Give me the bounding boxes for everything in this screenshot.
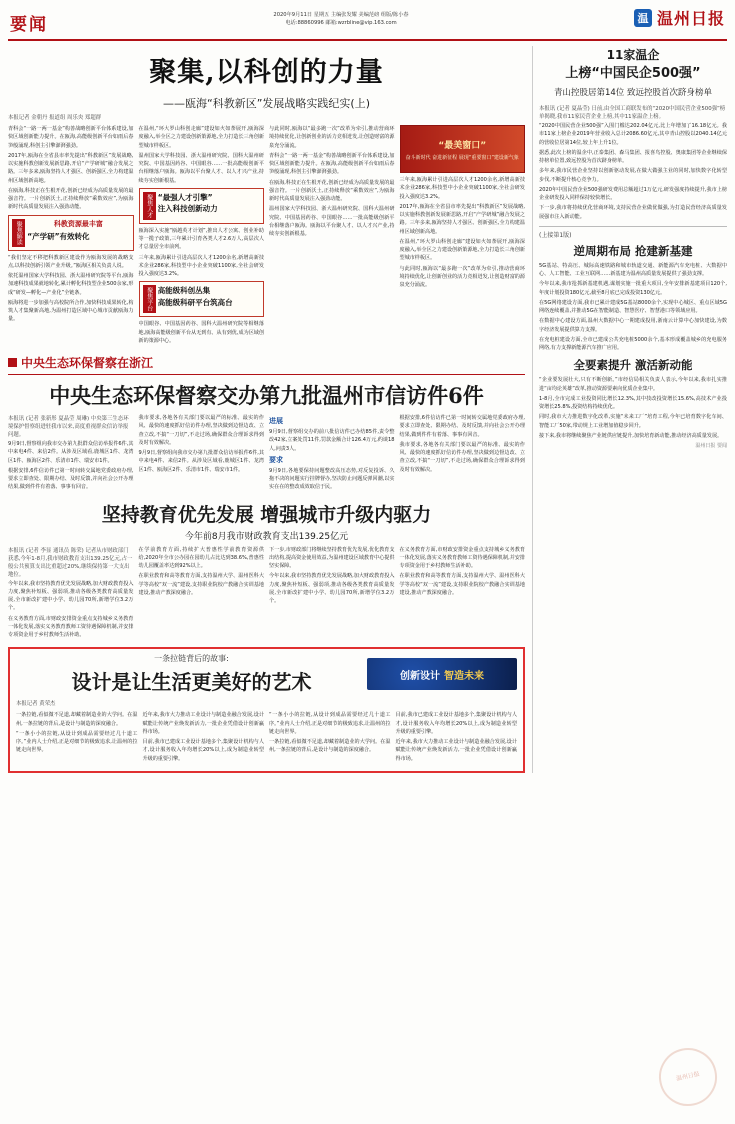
contact-info: 电话:88860996 邮箱:wzrbline@vip.163.com: [285, 20, 397, 27]
paragraph: 2017年,瓯海在全省县市率先提出“科教新区”发展战略,以实施科教创新发展新思路,开启“产学研城”融合发展之路。三年多来,瓯海坚持人才强区、创新强区,全力构建温州区域创新高地。: [399, 203, 525, 235]
issue-date: 2020年9月11日 星期五 主编张发耀 美编范磅 组版/陈小春: [273, 12, 409, 18]
paragraph: 我市要求,各地各有关部门要以最严的标准、最实的作风、最快的速度抓好信访件办理,坚决做到边督边改、立查立改,不搞“一刀切”,不走过场,确保群众合理诉求得到及时有效解决。: [399, 441, 525, 473]
masthead: [8, 0, 727, 41]
paragraph: 同时,我市大力推进数字化改革,实施“未来工厂”培育工程,今年已培育数字化车间、智能工厂50家,带动规上工业增加值稳步回升。: [539, 414, 727, 429]
paragraph: 瓯海深入实施“瓯越英才计划”,推出人才公寓、创业补助等一揽子政策,三年累计引育各类人才2.6万人,高层次人才总量居全市前列。: [138, 227, 264, 251]
paragraph: 在5G网络建设方面,我市已累计建成5G基站8000余个,实现中心城区、重点区域5G网络连续覆盖,并推动5G在智能制造、智慧医疗、智慧港口等领域应用。: [539, 299, 727, 315]
paragraph: 今年以来,我市坚持教育优先发展战略,加大财政教育投入力度,聚焦补短板、强弱项,推动各级各类教育高质量发展,全市新改扩建中小学、幼儿园70所,新增学位3.2万个。: [8, 580, 134, 612]
banner-title: “最美窗口”: [438, 140, 487, 151]
promo-article: [16, 711, 517, 765]
feature-promo-box[interactable]: [8, 647, 525, 773]
box-tag: 聚焦人才: [143, 192, 156, 220]
lead-note-2: [139, 227, 265, 279]
paragraph: 5G基站、特高压、城际高速铁路和城市轨道交通、新能源汽车充电桩、大数据中心、人工智能、工业互联网……新基建为温州高质量发展提供了强劲支撑。: [539, 262, 727, 278]
paragraph: 2017年,瓯海在全省县市率先提出“科教新区”发展战略,以实施科教创新发展新思路,开启“产学研城”融合发展之路。三年多来,瓯海坚持人才强区、创新强区,全力构建温州区域创新高地。: [8, 152, 134, 184]
section-title: 中央生态环保督察在浙江: [21, 356, 154, 370]
paragraph: 下一步,市财政部门将继续坚持教育优先发展,优化教育支出结构,提高资金使用效益,为温州建设区域教育中心提供坚实保障。: [269, 546, 395, 569]
lead-byline: 本报记者 金朝丹 报道组 周乐央 郑超群: [8, 115, 102, 121]
promo-badge[interactable]: [367, 658, 517, 690]
masthead-info: [273, 6, 408, 27]
box-title: 科教资源最丰富: [53, 219, 103, 228]
paragraph: 温州国家大学科技园、浙大温州研究院、国科大温州研究院、中国基因药谷、中国眼谷……一批高能级创新平台相继落户瓯海。瓯海以平台聚人才、以人才兴产业,持续夯实创新根基。: [269, 206, 395, 237]
paragraph: 一条拉链,看似微不足道,却藏着制造业的大学问。在温州,一条拉链的背后,是设计与制造的深度融合。: [16, 712, 138, 727]
lead-article: [8, 125, 525, 347]
sidebar-top-body: [539, 122, 727, 221]
inspection-headline: 中央生态环保督察交办第九批温州市信访件6件: [49, 383, 484, 408]
lead-col-1: [8, 125, 134, 212]
box-title: “最强人才引擎”: [157, 192, 213, 202]
paragraph: 9月9日,督察组向我市交办第九批群众信访举报件6件,其中来电4件、来信2件。从涉及区域看,鹿城区1件、龙湾区1件、瓯海区2件、乐清市1件、瑞安市1件。: [138, 450, 264, 473]
paragraph: 目前,我市已建成工业设计基地多个,集聚设计机构与人才,设计服务收入年均增长20%以上,成为制造业转型升级的重要引擎。: [142, 739, 264, 762]
lead-col-3: [269, 125, 395, 238]
paragraph: 下一步,我市将持续优化营商环境,支持民营企业做优做强,为打造民营经济高质量发展强市注入新动能。: [539, 205, 727, 220]
box-tag: 聚焦解读: [12, 219, 25, 247]
lead-note-3: [139, 320, 265, 345]
paragraph: 2020年中国民营企业500强研发费用总额超过1万亿元,研发强度持续提升,我市上榜企业研发投入同样保持较快增长。: [539, 186, 727, 202]
sidebar-bottom-subhead: 全要素提升 激活新动能: [573, 358, 693, 373]
promo-byline: 本报记者 黄荣杰: [16, 701, 56, 708]
box-title: 高能级科创丛集: [157, 286, 211, 296]
paragraph: “一条小小的拉链,从设计到成品需要经过几十道工序。”业内人士介绍,正是对细节的极致追求,让温州的拉链走向世界。: [16, 730, 138, 754]
education-article: [8, 546, 525, 642]
sidebar-headline-2: 上榜“中国民企500强”: [565, 66, 701, 81]
paragraph: 根据安排,6件信访件已第一时间转交属地党委政府办理,要求立即查处、限期办结、及时反馈,并向社会公开办理结果,做到件件有着落、事事有回音。: [8, 467, 134, 491]
sidebar-bottom-article: [539, 226, 727, 440]
inspection-byline: 本报讯 (记者 张新彤 夏晶莹 周琳) 中央第三生态环境保护督察组进驻我市以来,高度重视群众信访举报问题。: [8, 416, 129, 438]
sidebar-byline: 本报讯 (记者 夏晶莹) 日前,由全国工商联发布的“2020中国民营企业500强”榜单揭晓,我市11家民营企业上榜,其中11家温企上榜。: [539, 106, 726, 121]
paragraph: 瓯海将进一步加强与高校院所合作,加快科技成果转化,构筑人才集聚新高地,为温州打造区域中心城市贡献瓯海力量。: [8, 299, 134, 323]
paragraph: 在义务教育方面,市财政安排资金重点支持城乡义务教育一体化发展,落实义务教育教师工资待遇保障机制,并安排专项资金用于乡村教师生活补助。: [8, 615, 134, 638]
box-tag: 聚焦平台: [143, 285, 156, 313]
paragraph: 今年以来,我市坚持教育优先发展战略,加大财政教育投入力度,聚焦补短板、强弱项,推动各级各类教育高质量发展,全市新改扩建中小学、幼儿园70所,新增学位3.2万个。: [269, 573, 395, 604]
paragraph: 1-8月,全市完成工业投资同比增长12.3%,其中技改投资增长15.6%,高技术产业投资增长25.8%,投资结构持续优化。: [539, 395, 727, 411]
paragraph: 近年来,我市大力推动工业设计与制造业融合发展,设计赋能让传统产业焕发新活力,一批企业凭借设计创新赢得市场。: [142, 712, 264, 735]
paragraph: 接下来,我市将继续聚焦产业链供应链提升,加快培育新动能,推动经济高质量发展。: [539, 432, 723, 439]
sidebar-column: [532, 46, 727, 773]
paragraph: 在职业教育和高等教育方面,支持温州大学、温州医科大学等高校“双一流”建设,支持职业院校产教融合实训基地建设,推动产教深度融合。: [399, 573, 525, 596]
paragraph: 今年以来,我市抢抓新基建机遇,谋划实施一批重大项目,全年安排新基建项目120个,年度计划投资180亿元,截至8月底已完成投资130亿元。: [539, 281, 727, 296]
paragraph: 根据安排,6件信访件已第一时间转交属地党委政府办理,要求立即查处、限期办结、及时反馈,并向社会公开办理结果,做到件件有着落、事事有回音。: [399, 415, 525, 438]
subblock-title: 要求: [269, 455, 283, 464]
paragraph: 多年来,我市民营企业坚持以创新驱动发展,在做大做强主业的同时,加快数字化转型步伐,不断提升核心竞争力。: [539, 168, 727, 183]
lead-col-4: [400, 176, 526, 289]
divider: [8, 374, 525, 375]
sidebar-headline-3: 青山控股居第14位 致远控股首次跻身榜单: [553, 87, 713, 98]
banner-subtitle: 奋斗新时代 奋进新征程 展现“重要窗口”建设新气象: [405, 154, 519, 161]
paper-title: 温州日报: [656, 9, 725, 28]
paragraph: “一条小小的拉链,从设计到成品需要经过几十道工序。”业内人士介绍,正是对细节的极致追求,让温州的拉链走向世界。: [269, 712, 391, 735]
box-subtitle: 高能级科研平台筑高台: [157, 297, 233, 307]
paragraph: 在义务教育方面,市财政安排资金重点支持城乡义务教育一体化发展,落实义务教育教师工资待遇保障机制,并安排专项资金用于乡村教师生活补助。: [399, 546, 525, 569]
sidebar-bottom-headline: 逆周期布局 抢建新基建: [573, 243, 693, 258]
paragraph: 三年来,瓯海累计引进高层次人才1200余名,新增高新技术企业286家,科技型中小企业突破1100家,全社会研发投入强度达3.2%。: [138, 254, 264, 277]
paragraph: 在瓯海,科技正在生根开花,创新已经成为高质量发展的最强音符。一片创新沃土,正持续释放“乘数效应”,为瓯海新时代高质量发展注入强劲动能。: [8, 187, 134, 211]
paragraph: 在瓯海,科技正在生根开花,创新已经成为高质量发展的最强音符。一片创新沃土,正持续释放“乘数效应”,为瓯海新时代高质量发展注入强劲动能。: [269, 179, 395, 202]
paragraph: 近年来,我市大力推动工业设计与制造业融合发展,设计赋能让传统产业焕发新活力,一批企业凭借设计创新赢得市场。: [395, 739, 517, 762]
highlight-box-3: [139, 281, 265, 317]
page-footer-note: 温州日报 要闻: [695, 443, 727, 450]
section-label: 要闻: [10, 15, 48, 35]
highlight-box-2: [139, 188, 265, 224]
box-subtitle: “产学研”有效转化: [27, 231, 90, 241]
paper-brand: [634, 6, 725, 29]
education-headline: 坚持教育优先发展 增强城市升级内驱力: [101, 503, 432, 526]
paragraph: 依托温州国家大学科技园、浙大温州研究院等平台,瓯海加速科技成果就地转化,累计孵化科技型企业500余家,形成“研发—孵化—产业化”全链条。: [8, 273, 134, 296]
paragraph: 青科会“一路一两一基金”构善战略创新平台体系建设,加快区域创新能力提升。在瓯海,高能级创新平台如雨后春笋般涌现,科创主引擎澎湃强劲。: [269, 152, 395, 176]
paragraph: 在充电桩建设方面,全市已建成公共充电桩5000余个,基本形成覆盖城乡的充电服务网络,有力支撑新能源汽车推广应用。: [539, 336, 727, 352]
lead-headline-block: [8, 46, 525, 113]
paragraph: 在职业教育和高等教育方面,支持温州大学、温州医科大学等高校“双一流”建设,支持职业院校产教融合实训基地建设,推动产教深度融合。: [138, 573, 264, 596]
lead-subhead: ——瓯海“科教新区”发展战略实践纪实(上): [163, 97, 370, 110]
paragraph: 目前,我市已建成工业设计基地多个,集聚设计机构与人才,设计服务收入年均增长20%以上,成为制造业转型升级的重要引擎。: [395, 712, 517, 735]
promo-kicker: 一条拉链背后的故事:: [154, 654, 229, 664]
continued-from-label: (上接第1版): [539, 231, 572, 239]
paragraph: 据悉,此次上榜的温企中,正泰集团、森马集团、报喜鸟控股、奥康集团等企业继续保持榜单位置,致远控股为首次跻身榜单。: [539, 149, 727, 165]
paragraph: 在温州,“环大罗山科创走廊”建设如火如荼展开,瓯海深度融入,举全区之力建设创新策源地,全力打造长三角创新型城市样板区。: [399, 238, 525, 262]
lead-col-2: [139, 125, 265, 185]
main-column: [8, 46, 525, 773]
paragraph: “企业要发展壮大,只有不断创新。”市经信局相关负责人表示,今年以来,我市扎实推进“亩均论英雄”改革,推动资源要素向优质企业集中。: [539, 377, 727, 392]
paragraph: 9月9日,督察组交办的前八批信访件已办结85件,责令整改42家,立案处罚11件,罚款金额合计126.4万元,约谈18人,问责3人。: [269, 429, 395, 452]
promo-badge-right: 智造未来: [444, 670, 484, 682]
paragraph: 温州国家大学科技园、浙大温州研究院、国科大温州研究院、中国基因药谷、中国眼谷……一批高能级创新平台相继落户瓯海。瓯海以平台聚人才、以人才兴产业,持续夯实创新根基。: [138, 152, 264, 184]
promo-header: [16, 653, 517, 695]
paragraph: “2020中国民营企业500强”入围门槛达202.04亿元,比上年增加了16.18亿元。我市11家上榜企业2019年营业收入总计2086.60亿元,其中青山控股以2040.14亿元的营收位居第14位,较上年上升1位。: [539, 123, 727, 146]
watermark-stamp: 温州日报: [654, 1043, 723, 1112]
paragraph: “我们坚定不移把科教新区建设作为瓯海发展的战略支点,以科技创新引领产业升级。”瓯海区相关负责人说。: [8, 254, 134, 269]
highlight-box-1: [8, 215, 134, 251]
box-subtitle: 注入科技创新动力: [157, 204, 218, 213]
paragraph: 在数据中心建设方面,温州大数据中心一期建成投用,浙南云计算中心加快建设,为数字经济发展提供算力支撑。: [539, 318, 727, 333]
paragraph: 9月9日,各地要保持问题整改高压态势,对反复投诉、久拖不决的问题实行挂牌督办,坚决防止问题反弹回潮,以实实在在的整改成效取信于民。: [269, 467, 395, 491]
paragraph: 我市要求,各地各有关部门要以最严的标准、最实的作风、最快的速度抓好信访件办理,坚决做到边督边改、立查立改,不搞“一刀切”,不走过场,确保群众合理诉求得到及时有效解决。: [138, 415, 264, 446]
paragraph: 青科会“一路一两一基金”构善战略创新平台体系建设,加快区域创新能力提升。在瓯海,高能级创新平台如雨后春笋般涌现,科创主引擎澎湃强劲。: [8, 126, 134, 149]
subblock-title: 进展: [269, 417, 283, 425]
sidebar-top-headline: [539, 46, 727, 100]
section-marker-icon: [8, 358, 17, 367]
promo-badge-left: 创新设计: [400, 670, 440, 682]
promo-banner: [400, 125, 526, 173]
education-subhead: 今年前8月我市财政教育支出139.25亿元: [184, 531, 349, 542]
page-title: 聚集,以科创的力量: [149, 57, 384, 88]
promo-title: 设计是让生活更美好的艺术: [71, 670, 312, 695]
paragraph: 一条拉链,看似微不足道,却藏着制造业的大学问。在温州,一条拉链的背后,是设计与制造的深度融合。: [269, 739, 391, 754]
paragraph: 9月9日,督察组向我市交办第九批群众信访举报件6件,其中来电4件、来信2件。从涉及区域看,鹿城区1件、龙湾区1件、瓯海区2件、乐清市1件、瑞安市1件。: [8, 441, 134, 464]
paragraph: 中国眼谷、中国基因药谷、国科大温州研究院等相继落地,瓯海高能级创新平台从无到有、从有到优,成为区域创新的策源中心。: [138, 321, 264, 344]
paper-logo-icon: 温: [634, 9, 652, 27]
education-byline: 本报讯 (记者 李显 通讯员 陈荣) 记者从市财政部门获悉,今年1-8月,我市财政教育支出139.25亿元,占一般公共预算支出比重超过20%,继续保持第一大支出地位。: [8, 547, 133, 578]
paragraph: 与此同时,瓯海以“最多跑一次”改革为牵引,推动营商环境持续优化,让创新创业的活力竞相迸发,让创造财富的源泉充分涌流。: [269, 126, 395, 149]
section-header-inspection: [8, 354, 525, 371]
paragraph: 在学前教育方面,持续扩大普惠性学前教育资源供给,2020年全市公办园在园幼儿占比达到38.6%,普惠性幼儿园覆盖率达到92%以上。: [138, 546, 264, 569]
paragraph: 三年来,瓯海累计引进高层次人才1200余名,新增高新技术企业286家,科技型中小企业突破1100家,全社会研发投入强度达3.2%。: [399, 177, 525, 200]
sidebar-headline-1: 11家温企: [606, 48, 660, 62]
lead-note-1: [8, 254, 134, 324]
paragraph: 与此同时,瓯海以“最多跑一次”改革为牵引,推动营商环境持续优化,让创新创业的活力竞相迸发,让创造财富的源泉充分涌流。: [399, 265, 525, 288]
inspection-article: [8, 414, 525, 494]
paragraph: 在温州,“环大罗山科创走廊”建设如火如荼展开,瓯海深度融入,举全区之力建设创新策源地,全力打造长三角创新型城市样板区。: [138, 126, 264, 149]
